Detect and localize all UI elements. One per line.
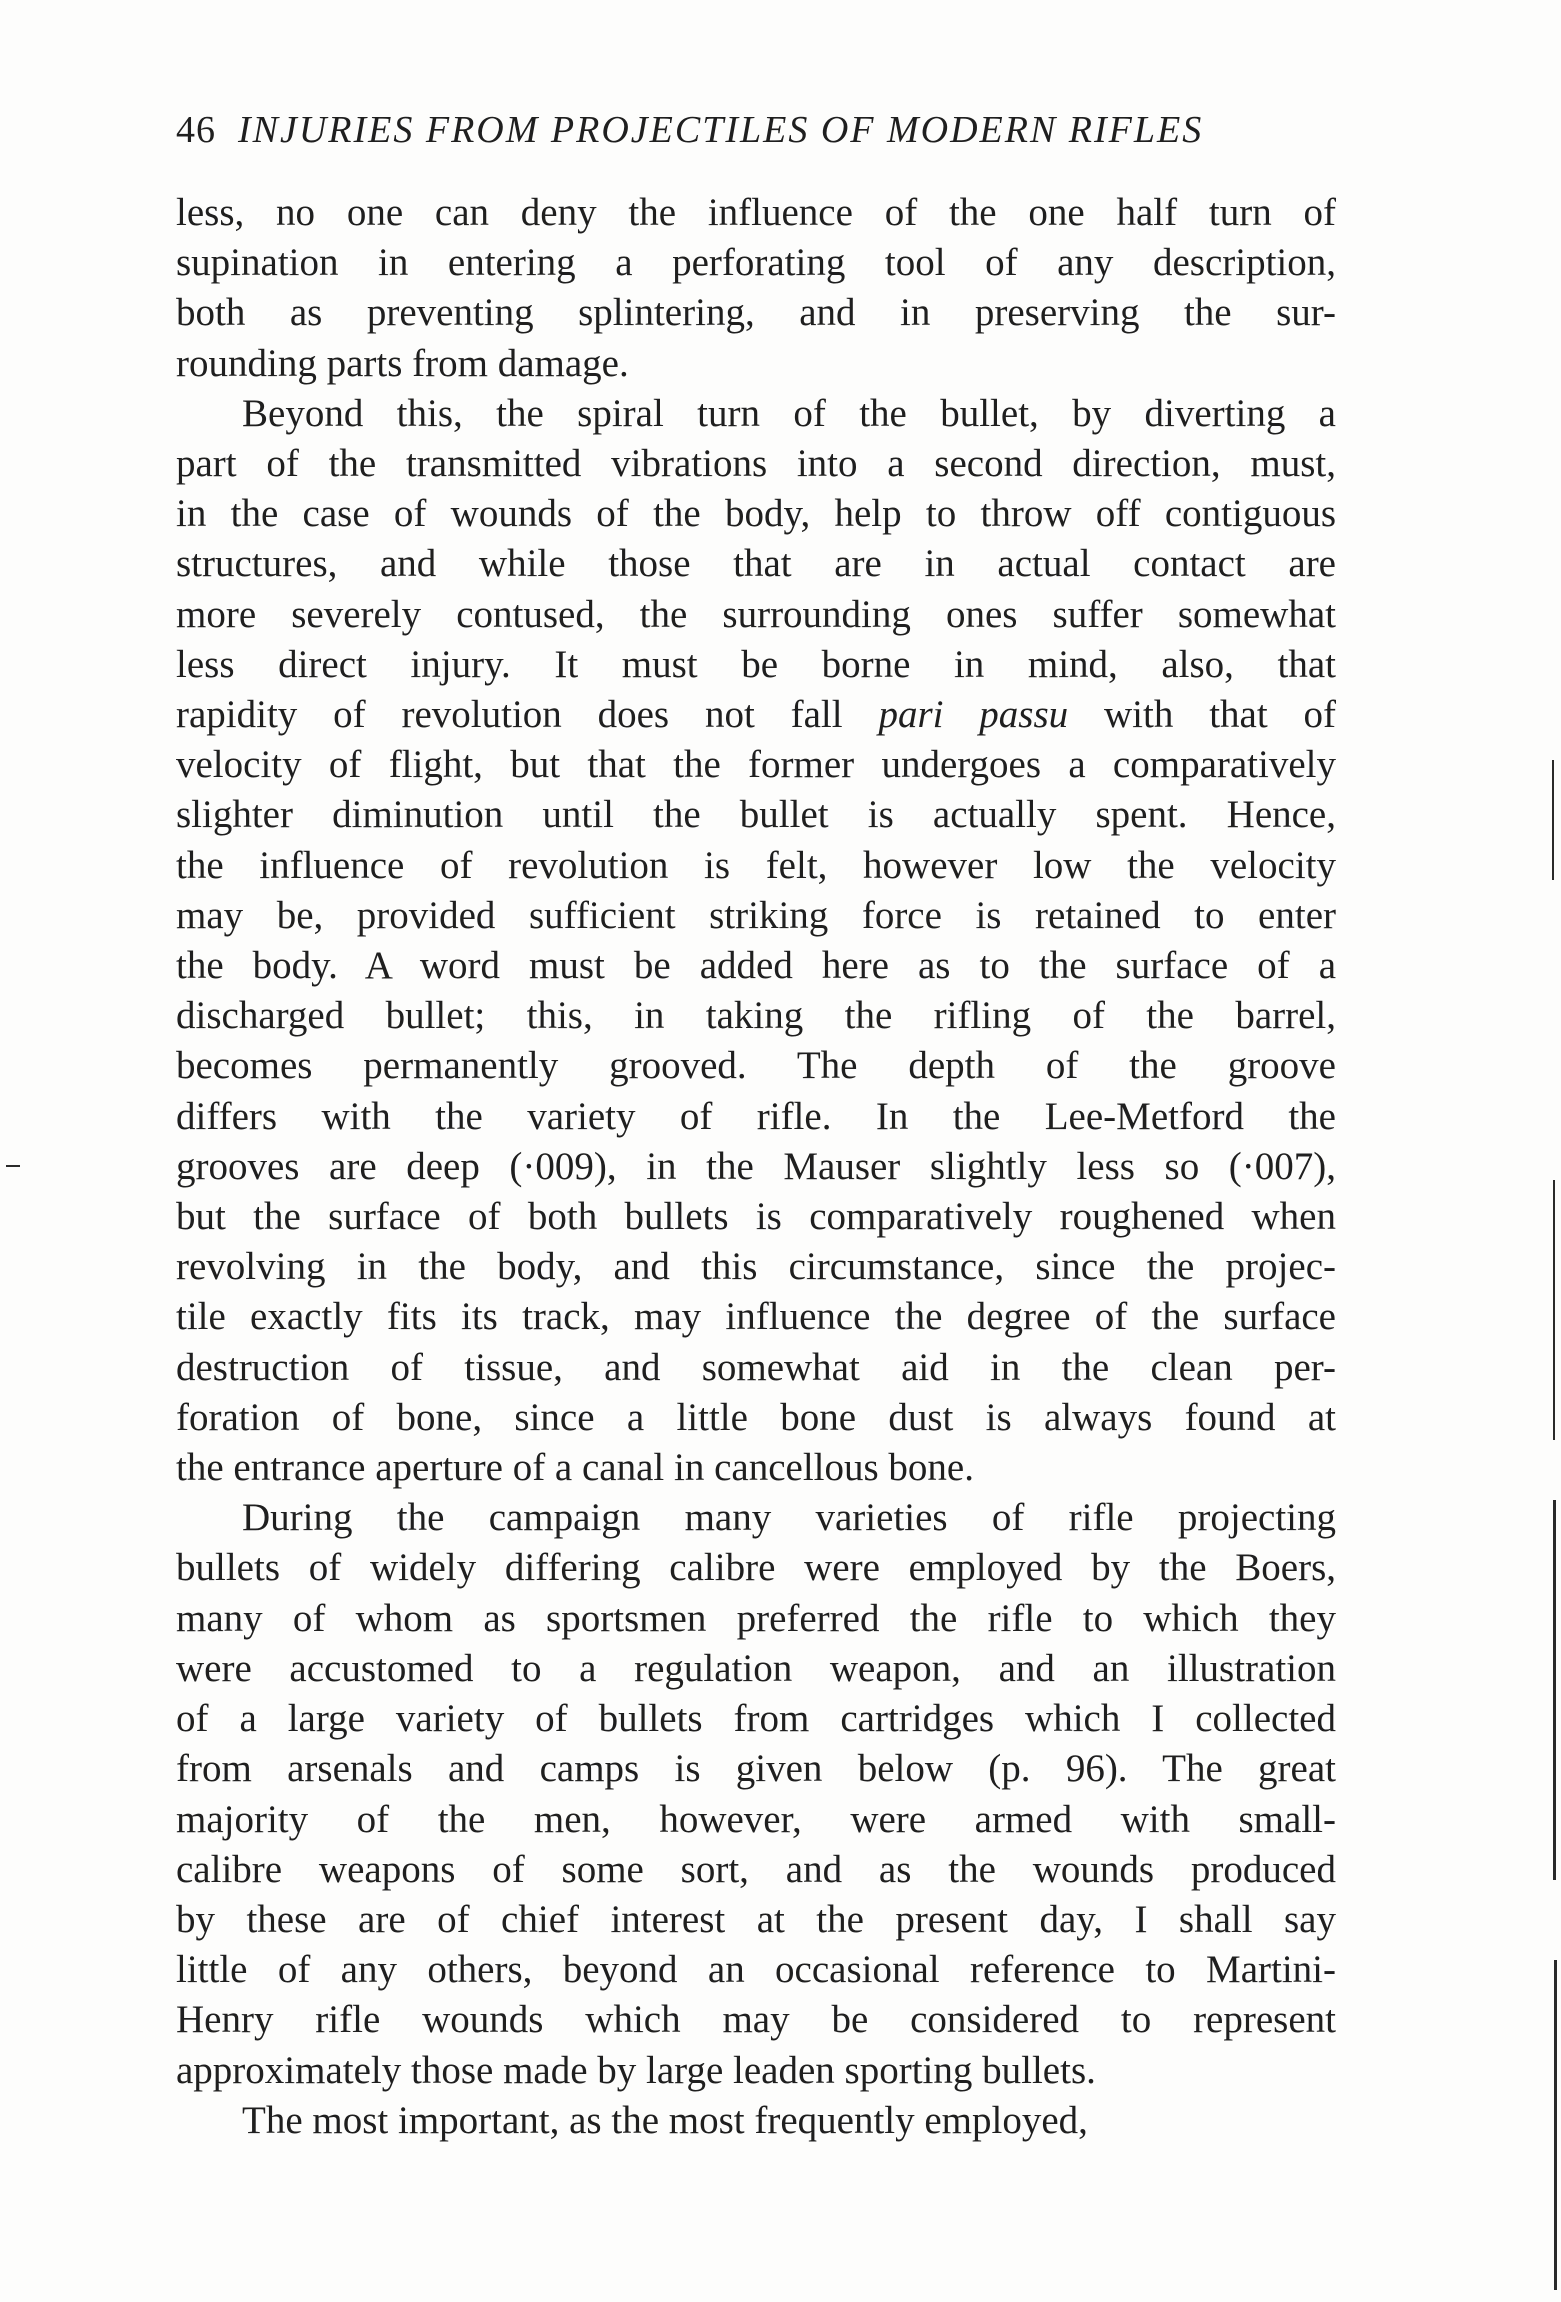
text-line: differs with the variety of rifle. In the Lee-Metford the — [176, 1094, 1336, 1138]
running-title: INJURIES FROM PROJECTILES OF MODERN RIFLES — [238, 109, 1204, 151]
text-line: both as preventing splintering, and in preserving the sur- — [176, 291, 1336, 335]
text-line: Beyond this, the spiral turn of the bullet, by diverting a — [242, 391, 1336, 435]
text-line: may be, provided sufficient striking force is retained to enter — [176, 893, 1336, 937]
text-line: slighter diminution until the bullet is actually spent. Hence, — [176, 793, 1336, 837]
text-fragment: with that of — [1068, 693, 1337, 737]
text-line: becomes permanently grooved. The depth of the groove — [176, 1044, 1336, 1088]
paragraph-3 — [176, 1493, 1336, 2095]
text-line: more severely contused, the surrounding ones suffer somewhat — [176, 592, 1336, 636]
text-line: were accustomed to a regulation weapon, and an illustration — [176, 1646, 1336, 1690]
scan-margin-mark — [1553, 1500, 1556, 1880]
text-line: little of any others, beyond an occasional reference to Martini- — [176, 1948, 1336, 1992]
text-line: tile exactly fits its track, may influence the degree of the surface — [176, 1295, 1336, 1339]
text-line: by these are of chief interest at the present day, I shall say — [176, 1897, 1336, 1941]
running-header — [176, 108, 1336, 152]
paragraph-1 — [176, 188, 1336, 389]
text-line: from arsenals and camps is given below (p. 96). The great — [176, 1747, 1336, 1791]
body-text — [176, 188, 1336, 2146]
text-line: During the campaign many varieties of rifle projecting — [242, 1496, 1336, 1540]
text-line: grooves are deep (·009), in the Mauser slightly less so (·007), — [176, 1144, 1336, 1188]
scan-margin-mark — [1553, 1180, 1555, 1440]
text-line: less direct injury. It must be borne in mind, also, that — [176, 642, 1336, 686]
text-line: bullets of widely differing calibre were employed by the Boers, — [176, 1546, 1336, 1590]
text-line: supination in entering a perforating tool of any description, — [176, 241, 1336, 285]
text-fragment: rapidity of revolution does not fall — [176, 693, 879, 737]
paragraph-2 — [176, 389, 1336, 1493]
text-line: but the surface of both bullets is comparatively roughened when — [176, 1195, 1336, 1239]
text-line: velocity of flight, but that the former undergoes a comparatively — [176, 743, 1336, 787]
text-line: many of whom as sportsmen preferred the rifle to which they — [176, 1596, 1336, 1640]
text-line: foration of bone, since a little bone dust is always found at — [176, 1395, 1336, 1439]
text-line: approximately those made by large leaden sporting bullets. — [176, 2048, 1096, 2092]
text-line: the body. A word must be added here as to the surface of a — [176, 944, 1336, 988]
text-line: calibre weapons of some sort, and as the wounds produced — [176, 1847, 1336, 1891]
italic-phrase: pari passu — [878, 693, 1069, 737]
page-number: 46 — [176, 109, 216, 151]
text-line-with-italic — [176, 690, 1336, 740]
text-line: less, no one can deny the influence of the one half turn of — [176, 191, 1336, 234]
text-line: destruction of tissue, and somewhat aid in the clean per- — [176, 1345, 1336, 1389]
text-line: the influence of revolution is felt, however low the velocity — [176, 843, 1336, 887]
text-line: Henry rifle wounds which may be considered to represent — [176, 1998, 1336, 2042]
text-line: discharged bullet; this, in taking the rifling of the barrel, — [176, 994, 1336, 1038]
text-line: revolving in the body, and this circumstance, since the projec- — [176, 1245, 1336, 1289]
scan-margin-mark — [1552, 760, 1554, 880]
text-line: The most important, as the most frequently employed, — [242, 2098, 1088, 2142]
text-line: rounding parts from damage. — [176, 341, 629, 385]
text-line: structures, and while those that are in actual contact are — [176, 542, 1336, 586]
text-line: majority of the men, however, were armed with small- — [176, 1797, 1336, 1841]
text-line: part of the transmitted vibrations into a second direction, must, — [176, 442, 1336, 486]
text-line: the entrance aperture of a canal in cancellous bone. — [176, 1446, 974, 1490]
paragraph-4 — [176, 2096, 1336, 2146]
scan-margin-mark — [1554, 1960, 1557, 2290]
text-line: of a large variety of bullets from cartridges which I collected — [176, 1697, 1336, 1741]
scan-margin-mark — [6, 1165, 20, 1167]
text-line: in the case of wounds of the body, help to throw off contiguous — [176, 492, 1336, 536]
